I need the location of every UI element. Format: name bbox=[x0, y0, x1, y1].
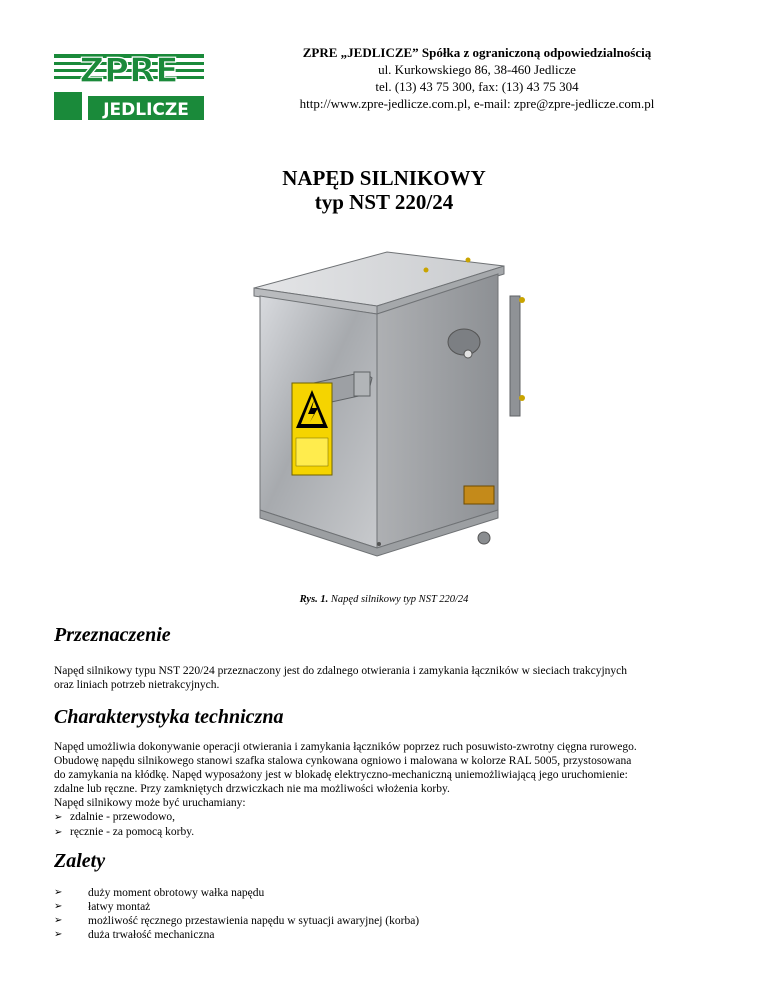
section-heading-zalety: Zalety bbox=[54, 850, 106, 872]
product-photo bbox=[242, 248, 542, 578]
charakterystyka-text bbox=[54, 740, 718, 840]
arrow-bullet-icon: ➢ bbox=[54, 827, 63, 838]
charakterystyka-line: Napęd umożliwia dokonywanie operacji otwierania i zamykania łączników poprzez ruch posuwisto-zwrotny cięgna rurowego. bbox=[54, 741, 637, 753]
charakterystyka-bullet: ➢ zdalnie - przewodowo, bbox=[54, 811, 176, 823]
charakterystyka-line: do zamykania na kłódkę. Napęd wyposażony jest w blokadę elektryczno-mechaniczną uniemożliwiającą jego uruchomienie: bbox=[54, 769, 628, 781]
document-title: NAPĘD SILNIKOWY bbox=[282, 166, 486, 190]
przeznaczenie-line: Napęd silnikowy typu NST 220/24 przeznaczony jest do zdalnego otwierania i zamykania łączników w sieciach trakcyjnych bbox=[54, 665, 628, 677]
section-heading-charakterystyka: Charakterystyka techniczna bbox=[54, 706, 284, 728]
logo-bottom-text: JEDLICZE bbox=[103, 100, 189, 120]
company-header bbox=[232, 44, 722, 112]
zalety-list bbox=[54, 886, 718, 942]
company-address: ul. Kurkowskiego 86, 38-460 Jedlicze bbox=[378, 62, 576, 77]
charakterystyka-line: zdalne lub ręczne. Przy zamkniętych drzwiczkach nie ma możliwości włożenia korby. bbox=[54, 783, 450, 795]
section-heading-przeznaczenie: Przeznaczenie bbox=[54, 624, 171, 646]
logo-top-text: ZPRE bbox=[79, 52, 179, 91]
arrow-bullet-icon: ➢ bbox=[54, 812, 63, 823]
company-web: http://www.zpre-jedlicze.com.pl, e-mail: zpre@zpre-jedlicze.com.pl bbox=[299, 96, 655, 111]
arrow-bullet-icon: ➢ bbox=[54, 929, 63, 940]
figure-caption-label: Rys. 1. bbox=[299, 594, 329, 605]
list-item: ➢ duża trwałość mechaniczna bbox=[54, 929, 215, 941]
przeznaczenie-line: oraz liniach potrzeb nietrakcyjnych. bbox=[54, 679, 220, 691]
przeznaczenie-text bbox=[54, 664, 718, 692]
list-item: ➢ duży moment obrotowy wałka napędu bbox=[54, 887, 265, 899]
arrow-bullet-icon: ➢ bbox=[54, 887, 63, 898]
arrow-bullet-icon: ➢ bbox=[54, 915, 63, 926]
company-phone: tel. (13) 43 75 300, fax: (13) 43 75 304 bbox=[375, 79, 579, 94]
figure-caption-text: Napęd silnikowy typ NST 220/24 bbox=[330, 594, 469, 605]
company-name: ZPRE „JEDLICZE” Spółka z ograniczoną odpowiedzialnością bbox=[302, 45, 652, 60]
charakterystyka-line: Napęd silnikowy może być uruchamiany: bbox=[54, 797, 246, 809]
arrow-bullet-icon: ➢ bbox=[54, 901, 63, 912]
charakterystyka-line: Obudowę napędu silnikowego stanowi szafka stalowa cynkowana ogniowo i malowana w kolorze RAL 5005, przystosowana bbox=[54, 755, 632, 767]
charakterystyka-bullet: ➢ ręcznie - za pomocą korby. bbox=[54, 826, 195, 838]
figure-caption bbox=[0, 594, 768, 605]
company-logo bbox=[54, 52, 204, 122]
list-item: ➢ łatwy montaż bbox=[54, 901, 151, 913]
document-subtitle: typ NST 220/24 bbox=[314, 190, 454, 214]
list-item: ➢ możliwość ręcznego przestawienia napędu w sytuacji awaryjnej (korba) bbox=[54, 915, 420, 927]
